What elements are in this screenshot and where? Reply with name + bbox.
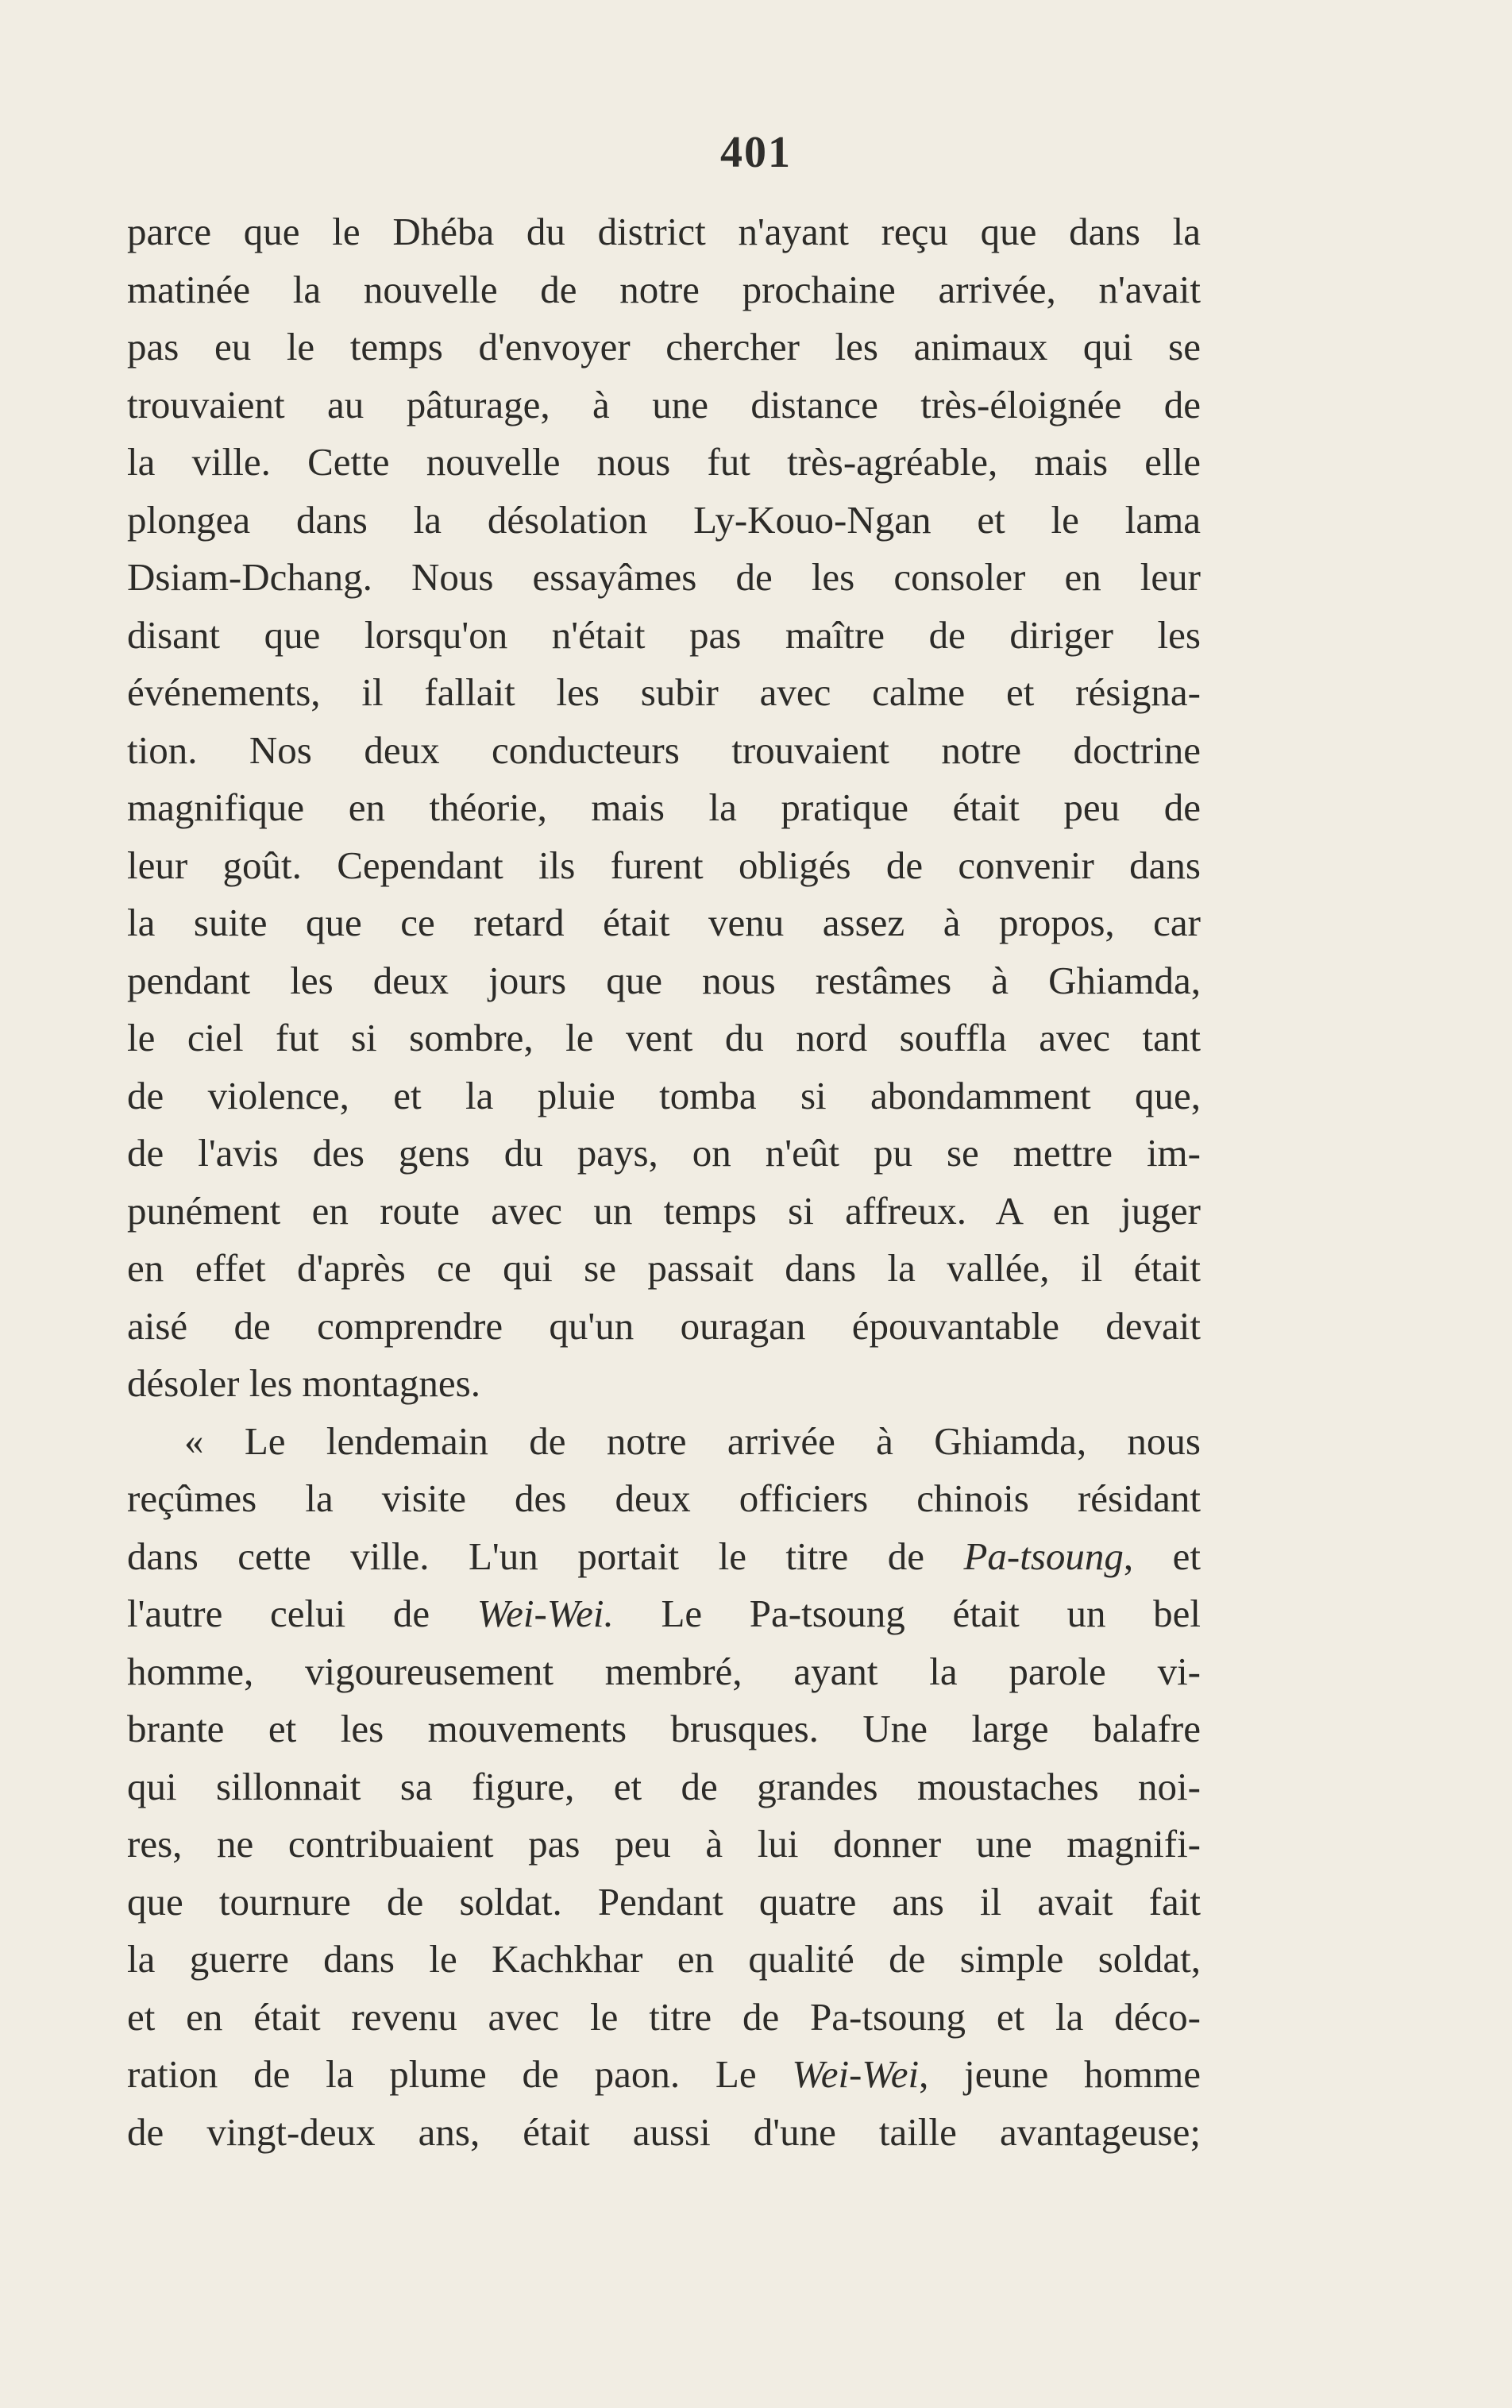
text-line: de vingt-deux ans, était aussi d'une taille avantageuse;	[127, 2109, 1201, 2154]
italic-term: Wei-Wei.	[476, 1592, 614, 1635]
text-segment: Le Pa-tsoung était un bel	[613, 1592, 1201, 1635]
text-segment: dans cette ville. L'un portait le titre de	[127, 1534, 964, 1578]
text-line: événements, il fallait les subir avec calme et résigna-	[127, 670, 1201, 714]
text-line: de violence, et la pluie tomba si abondamment que,	[127, 1073, 1201, 1117]
text-segment: ration de la plume de paon. Le	[127, 2052, 793, 2096]
text-line: magnifique en théorie, mais la pratique était peu de	[127, 785, 1201, 829]
text-line: la ville. Cette nouvelle nous fut très-agréable, mais elle	[127, 440, 1201, 484]
text-line: et en était revenu avec le titre de Pa-tsoung et la déco-	[127, 1994, 1201, 2039]
text-line	[127, 2046, 1201, 2104]
text-line: qui sillonnait sa figure, et de grandes moustaches noi-	[127, 1764, 1201, 1808]
text-line: aisé de comprendre qu'un ouragan épouvantable devait	[127, 1303, 1201, 1348]
text-segment: , et	[1123, 1534, 1201, 1578]
italic-term: Pa-tsoung	[963, 1534, 1124, 1578]
text-line: reçûmes la visite des deux officiers chinois résidant	[127, 1476, 1201, 1520]
text-line: brante et les mouvements brusques. Une large balafre	[127, 1707, 1201, 1750]
text-line: que tournure de soldat. Pendant quatre ans il avait fait	[127, 1879, 1201, 1924]
text-line: tion. Nos deux conducteurs trouvaient notre doctrine	[127, 727, 1201, 772]
text-line: parce que le Dhéba du district n'ayant reçu que dans la	[127, 210, 1201, 253]
text-line: « Le lendemain de notre arrivée à Ghiamda, nous	[184, 1418, 1201, 1463]
text-line: punément en route avec un temps si affreux. A en juger	[127, 1188, 1201, 1233]
text-line: pendant les deux jours que nous restâmes à Ghiamda,	[127, 958, 1201, 1002]
text-line: en effet d'après ce qui se passait dans la vallée, il était	[127, 1246, 1201, 1290]
text-line: la suite que ce retard était venu assez à propos, car	[127, 901, 1201, 944]
text-line: disant que lorsqu'on n'était pas maître de diriger les	[127, 612, 1201, 657]
text-line: trouvaient au pâturage, à une distance très-éloignée de	[127, 382, 1201, 426]
text-line: plongea dans la désolation Ly-Kouo-Ngan et le lama	[127, 497, 1201, 542]
text-line: leur goût. Cependant ils furent obligés de convenir dans	[127, 843, 1201, 887]
text-line: de l'avis des gens du pays, on n'eût pu se mettre im-	[127, 1131, 1201, 1175]
text-line: res, ne contribuaient pas peu à lui donner une magnifi-	[127, 1822, 1201, 1866]
page-number: 401	[720, 128, 792, 177]
text-line: la guerre dans le Kachkhar en qualité de simple soldat,	[127, 1937, 1201, 1981]
text-line: pas eu le temps d'envoyer chercher les animaux qui se	[127, 325, 1201, 369]
text-segment: , jeune homme	[919, 2052, 1201, 2096]
text-line: homme, vigoureusement membré, ayant la parole vi-	[127, 1649, 1201, 1693]
text-line	[127, 1528, 1201, 1586]
text-line: le ciel fut si sombre, le vent du nord souffla avec tant	[127, 1016, 1201, 1059]
text-line: désoler les montagnes.	[127, 1361, 480, 1405]
body-text	[127, 203, 1201, 2161]
text-segment: l'autre celui de	[127, 1592, 477, 1635]
text-line: Dsiam-Dchang. Nous essayâmes de les consoler en leur	[127, 555, 1201, 599]
text-line	[127, 1585, 1201, 1643]
text-line: matinée la nouvelle de notre prochaine arrivée, n'avait	[127, 267, 1201, 311]
italic-term: Wei-Wei	[792, 2052, 920, 2096]
